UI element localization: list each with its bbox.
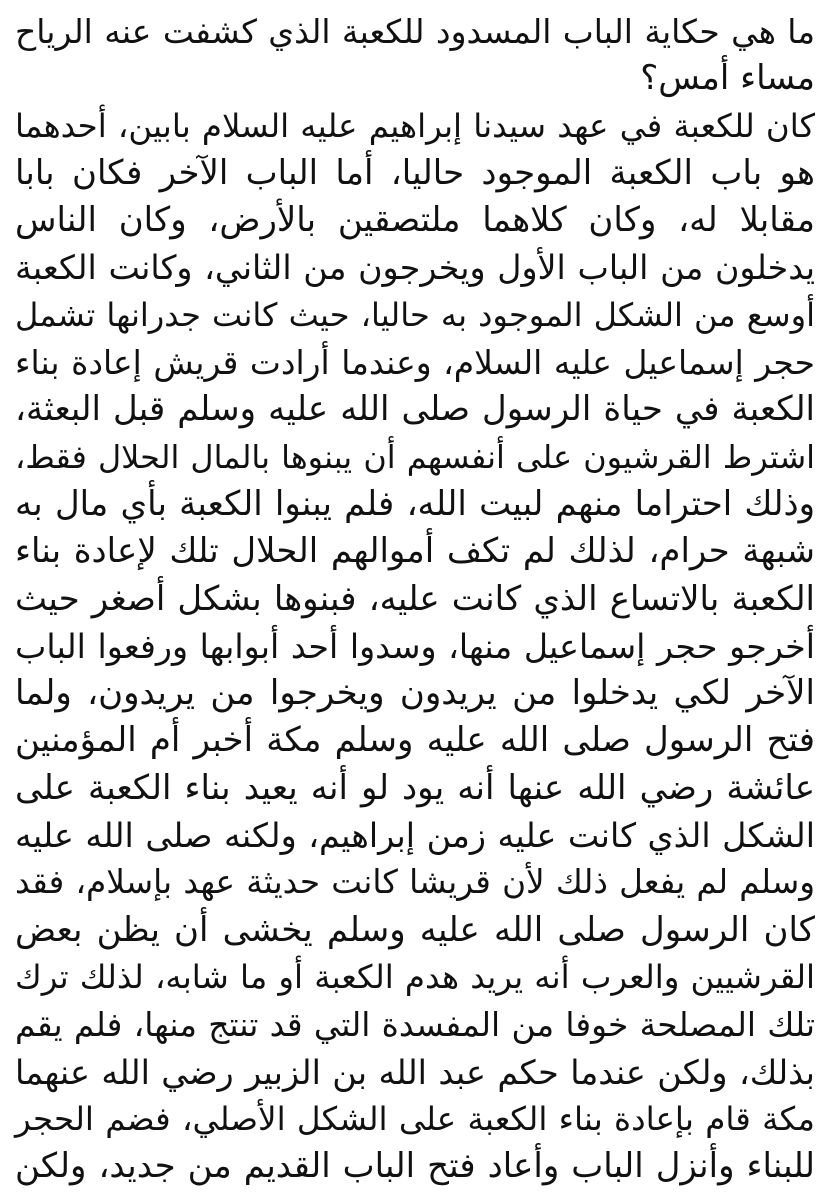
body-line: حجر إسماعيل عليه السلام، وعندما أرادت قريش إعادة بناء <box>15 343 815 383</box>
body-line: للبناء وأنزل الباب وأعاد فتح الباب القديم من جديد، ولكن <box>15 1146 815 1187</box>
body-line: يدخلون من الباب الأول ويخرجون من الثاني، وكانت الكعبة <box>15 248 815 288</box>
body-line: فتح الرسول صلى الله عليه وسلم مكة أخبر أم المؤمنين <box>15 720 815 761</box>
body-line: كان للكعبة في عهد سيدنا إبراهيم عليه السلام بابين، أحدهما <box>15 106 815 145</box>
body-line: مقابلا له، وكان كلاهما ملتصقين بالأرض، وكان الناس <box>15 200 815 241</box>
body-line: أوسع من الشكل الموجود به حاليا، حيث كانت جدرانها تشمل <box>15 295 815 334</box>
body-line: شبهة حرام، لذلك لم تكف أموالهم الحلال تلك لإعادة بناء <box>15 531 815 572</box>
body-line: القرشيين والعرب أنه يريد هدم الكعبة أو ما شابه، لذلك ترك <box>15 957 815 996</box>
body-line: هو باب الكعبة الموجود حاليا، أما الباب الآخر فكان بابا <box>15 152 815 193</box>
body-line: بذلك، ولكن عندما حكم عبد الله بن الزبير رضي الله عنهما <box>15 1052 815 1092</box>
body-line: الكعبة بالاتساع الذي كانت عليه، فبنوها بشكل أصغر حيث <box>15 578 815 619</box>
body-line: الآخر لكي يدخلوا من يريدون ويخرجوا من يريدون، ولما <box>15 673 815 714</box>
body-line: تلك المصلحة خوفا من المفسدة التي قد تنتج منها، فلم يقم <box>15 1005 815 1045</box>
body-line: اشترط القرشيون على أنفسهم أن يبنوها بالمال الحلال فقط، <box>15 437 815 476</box>
title-line: ما هي حكاية الباب المسدود للكعبة الذي كشفت عنه الرياح <box>15 12 815 51</box>
body-line: وسلم لم يفعل ذلك لأن قريشا كانت حديثة عهد بإسلام، فقد <box>15 863 815 902</box>
body-line: وذلك احتراما منهم لبيت الله، فلم يبنوا الكعبة بأي مال به <box>15 483 815 524</box>
body-line: عائشة رضي الله عنها أنه يود لو أنه يعيد بناء الكعبة على <box>15 767 815 808</box>
post-text <box>15 8 815 1190</box>
body-line: أخرجو حجر إسماعيل منها، وسدوا أحد أبوابها ورفعوا الباب <box>15 626 815 666</box>
body-line: مكة قام بإعادة بناء الكعبة على الشكل الأصلي، فضم الحجر <box>15 1099 815 1138</box>
body-line: كان الرسول صلى الله عليه وسلم يخشى أن يظن بعض <box>15 909 815 950</box>
body-line: الشكل الذي كانت عليه زمن إبراهيم، ولكنه صلى الله عليه <box>15 816 815 856</box>
title-line: مساء أمس؟ <box>640 58 815 99</box>
body-line: الكعبة في حياة الرسول صلى الله عليه وسلم قبل البعثة، <box>15 389 815 430</box>
